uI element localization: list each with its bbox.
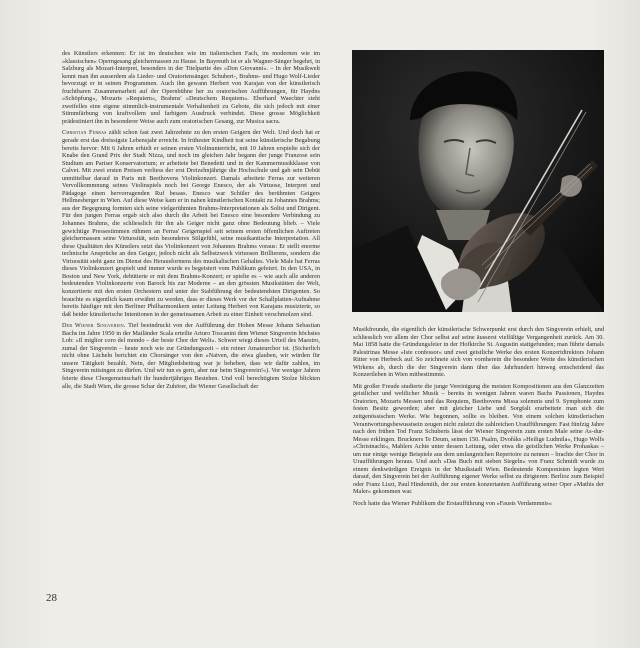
paragraph-text: Mit großer Freude studierte die junge Vereinigung die meisten Kompositionen aus den Glanzzeiten geistlicher und weltlicher Musik – bereits in wenigen Jahren waren Bachs Passionen, Haydns Oratorien, Mozarts Messen und das Requiem, Beethovens Missa solemnis und 9. Symphonie zum festen Besitz geworden; aber mit gleicher Liebe und Sorgfalt erarbeitete man sich die zeitgenössischen Werke. Wie begonnen, sollte es bleiben. Von einem solchen künstlerischen Verantwortungsbewusstsein zeugen nicht zuletzt die zahlreichen Uraufführungen: Fast fünfzig Jahre nach den frühen Tod Franz Schuberts lässt der Wiener Singverein zum ersten Male seine As-dur-Messe erklingen. Bruckners Te Deum, seinen 150. Psalm, Dvořáks »Heilige Ludmila«, Hugo Wolfs »Christnacht«, Mahlers Achte unter dessen Leitung, oder etwa die geistlichen Werke Prohaskas – um nur einige wenige Beispiele aus dem umfangreichen Repertoire zu nennen – brachte der Chor in Uraufführungen heraus. Und auch »Das Buch mit sieben Siegeln« von Franz Schmidt wurde zu einem denkwürdigen Ereignis in der Musikstadt Wien. Bedeutende Komponisten legten Wert darauf, den Singverein bei der Aufführung eigener Werke selbst zu dirigieren: Berlioz zum Beispiel oder Franz Liszt, Paul Hindemith, der zur ersten konzertanten Aufführung seiner Oper »Mathis der Maler« gekommen war. bbox=[353, 382, 604, 496]
paragraph-lead: Der Wiener Singverein. bbox=[62, 322, 126, 330]
paragraph-singverein-continued bbox=[353, 500, 604, 508]
paragraph-text: Musikfreunde, die eigentlich der künstlerische Schwerpunkt erst durch den Singverein erhielt, und schliesslich vor allem der Chor selbst auf seine äusserst vielfältige Vergangenheit zurück. Am 30. Mai 1858 hatte die Gründungsfeier in der Hofkirche St. Augustin stattgefunden; man führte damals Palestrinas Messe »Iste confessor« und zwei geistliche Werke des ersten Konzertdirektors Johann Ritter von Herbeck auf. So zeichnete sich von vornherein die besondere Weite des künstlerischen Wirkens ab, durch die der Singverein dann über das Jahrhundert hinweg entscheidend das Konzertleben in Wien mitbestimmte. bbox=[353, 326, 604, 379]
violinist-photo bbox=[352, 50, 604, 312]
paragraph-lead: Christian Ferras bbox=[62, 129, 107, 137]
paragraph-singverein-repertoire bbox=[353, 383, 604, 496]
left-text-column bbox=[62, 50, 320, 394]
violinist-portrait-image bbox=[352, 50, 604, 312]
paragraph-singverein-history bbox=[353, 326, 604, 379]
paragraph-singverein bbox=[62, 322, 320, 390]
right-text-column bbox=[353, 326, 604, 512]
paragraph-text: Noch hatte das Wiener Publikum die Erstaufführung von »Fausts Verdammnis« bbox=[353, 500, 552, 508]
page-number: 28 bbox=[46, 592, 57, 604]
paragraph-text: zählt schon fast zwei Jahrzehnte zu den ersten Geigern der Welt. Und doch hat er gerade erst das dreissigste Lebensjahr erreicht. In frühester Kindheit trat seine künstlerische Begabung bereits hervor: Mit 6 Jahren erhielt er seinen ersten Violinunterricht, mit 10 Jahren erspielte sich der Knabe den Grand Prix der Stadt Nizza, und noch im gleichen Jahr begann der junge Franzose sein Studium am Pariser Konservatorium; er arbeitete bei Benedetti und in der Kammermusikklasse von Calvet. Mit zwei ersten Preisen verliess der erst Dreizehnjährige die Hochschule und gab sein Debüt unmittelbar darauf in Paris mit Beethovens Violinkonzert. Damals arbeitete Ferras zur weiteren Vervollkommnung seines Violinspiels noch bei George Enesco, der als Virtuose, Interpret und Pädagoge einen hervorragenden Ruf besass. Enesco war Schüler des berühmten Geigers Hellmesberger in Wien. Auf diese Weise kam er in nahen künstlerischen Kontakt zu Johannes Brahms; aus der Begegnung formten sich seine vielgerühmten Brahms-Interpretationen als Solist und Dirigent. Für den jungen Ferras ergab sich also durch die Arbeit bei Enesco eine besondere Verbindung zu Johannes Brahms, die schliesslich für ihn als Geiger nicht ganz ohne Bedeutung blieb. – Viele gewichtige Pressestimmen rühmen an Ferras' Geigenspiel seit seinem ersten öffentlichen Auftreten gleichermassen seine Virtuosität, sein besonderes Stilgefühl, seine musikantische Interpretation. All diese Qualitäten des Künstlers setzt das Violinkonzert von Johannes Brahms voraus: Er stellt enorme technische Ansprüche an den Geiger, jedoch nicht als Selbstzweck virtuosen Brillierens, sondern die Virtuosität steht ganz im Dienst des Herausformens des musikalischen Gehaltes. Viele Male hat Ferras dieses Violinkonzert gespielt und immer wurde es begeistert vom Publikum gefeiert. In den USA, in Boston und New York, debütierte er mit dem Brahms-Konzert; er spielte es – wie auch alle anderen bedeutenden Violinkonzerte von Barock bis zur Moderne – an den grössten Musikstätten der Welt, konzertierte mit den ersten Orchestern und unter der Stabführung der bedeutendsten Dirigenten. So brauchte es eigentlich kaum erwähnt zu werden, dass er dieses Werk vor der Schallplatten-Aufnahme bereits häufiger mit den Berliner Philharmonikern unter Leitung Herbert von Karajans musizierte, so daß beider künstlerische Intentionen in der gemeinsamen Arbeit zu einer Einheit verschmolzen sind. bbox=[62, 129, 321, 318]
paragraph-text: Tief beeindruckt von der Aufführung der Hohen Messe Johann Sebastian Bachs im Jahre 1950 in der Mailänder Scala erteilte Arturo Toscanini dem Wiener Singverein höchstes Lob: »Il miglior coro del mondo – der beste Chor der Welt«. Schwer wiegt dieses Urteil des Maestro, zumal der Singverein – heute noch wie zur Gründungszeit – ein reiner Amateurchor ist. (Sicherlich nicht ohne Lächeln berichtet ein Chorsänger von den »Naiven, die etwa glauben, wir würden für unsere Tätigkeit bezahlt. Nein, der Mitgliedsbeitrag war je beheben, dass wir dafür zahlen, im Singverein mitsingen zu dürfen. Und wir tun es gern, aber nur beim Singverein!«). Vor weniger Jahren feierte diese Chorgemeinschaft ihr hundertjähriges Bestehen. Und voll berechtigtem Stolze blickten alle, die Stadt Wien, die grosse Schar der Zuhörer, die Wiener Gesellschaft der bbox=[62, 322, 320, 390]
paragraph-ferras bbox=[62, 129, 320, 318]
paragraph-text: des Künstlers erkennen: Er ist im deutschen wie im italienischen Fach, im modernen wie im »klassischen« Operngesang gleichermassen zu Hause. In Bayreuth ist er als Wagner-Sänger begehrt, in Salzburg als Mozart-Interpret, besonders in der Titelpartie des »Don Giovanni«. – In der Musikwelt kennt man ihn ausserdem als Lieder- und Oratoriensänger. Schubert-, Brahms- und Hugo Wolf-Lieder bevorzugt er in seinen Programmen. Auch ihn gewann Herbert von Karajan von der künstlerisch fruchtbaren Zusammenarbeit auf der Opernbühne her zu oratorischen Aufführungen, für Haydns »Schöpfung«, Mozarts »Requiem«, Brahms' »Deutschem Requiem«. Eberhard Waechter steht zweifelles eine eigene stimmlich-instrumentale Verhaltenheit zu Gebote, die sich jedoch mit einer Stimmfärbung von kraftvollem und farbigem Ausdruck verbindet. Diese grosse Möglichkeit prädestiniert ihn in besonderer Weise auch zum oratorischen Gesang, zur Musica sacra. bbox=[62, 50, 320, 125]
paragraph-waechter bbox=[62, 50, 320, 125]
